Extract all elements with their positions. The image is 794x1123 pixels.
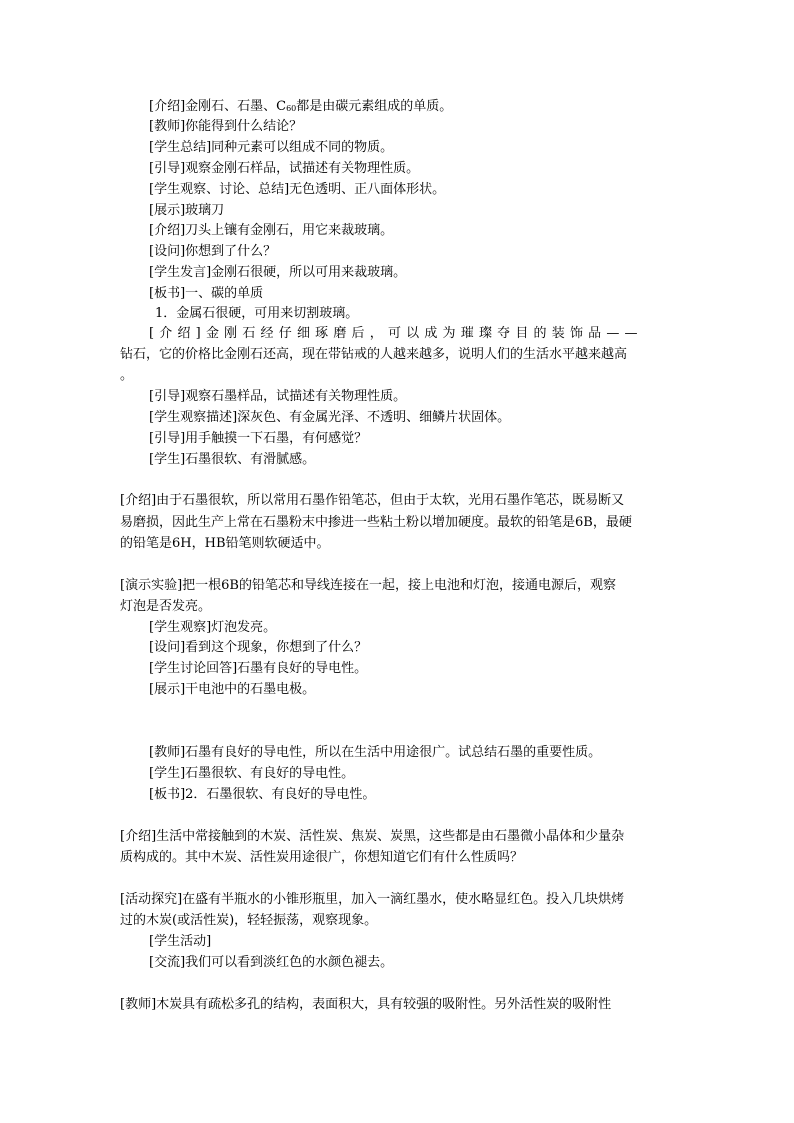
- text-line: [活动探究]在盛有半瓶水的小锥形瓶里，加入一滴红墨水，使水略显红色。投入几块烘烤: [120, 892, 625, 907]
- text-line: 的铅笔是6H，HB铅笔则软硬适中。: [120, 536, 330, 551]
- text-line: [设问]看到这个现象，你想到了什么？: [149, 640, 368, 655]
- text-line: [引导]观察金刚石样品，试描述有关物理性质。: [149, 161, 420, 176]
- text-line: [学生讨论回答]石墨有良好的导电性。: [149, 661, 368, 676]
- text-line: [学生观察]灯泡发亮。: [149, 620, 277, 635]
- text-line: [教师]你能得到什么结论？: [149, 119, 303, 134]
- text-line: 灯泡是否发亮。: [120, 599, 212, 614]
- text-line: [演示实验]把一根6B的铅笔芯和导线连接在一起，接上电池和灯泡，接通电源后，观察: [120, 578, 616, 593]
- text-line: [引导]观察石墨样品，试描述有关物理性质。: [149, 389, 407, 404]
- text-line: [学生观察描述]深灰色、有金属光泽、不透明、细鳞片状固体。: [149, 410, 511, 425]
- text-line: 钻石，它的价格比金刚石还高，现在带钻戒的人越来越多，说明人们的生活水平越来越高: [120, 347, 628, 362]
- text-line: [引导]用手触摸一下石墨，有何感觉？: [149, 431, 368, 446]
- text-line: [学生]石墨很软、有滑腻感。: [149, 452, 316, 467]
- text-line: [学生观察、讨论、总结]无色透明、正八面体形状。: [149, 182, 446, 197]
- text-line: [板书]一、碳的单质: [149, 286, 264, 301]
- text-line: [介绍]刀头上镶有金刚石，用它来裁玻璃。: [149, 223, 394, 238]
- text-line: [教师]木炭具有疏松多孔的结构，表面积大，具有较强的吸附性。另外活性炭的吸附性: [120, 997, 612, 1012]
- text-line: [介绍]由于石墨很软，所以常用石墨作铅笔芯，但由于太软，光用石墨作笔芯，既易断又: [120, 493, 625, 508]
- text-line: 。: [120, 368, 134, 383]
- text-line: [板书]2．石墨很软、有良好的导电性。: [149, 787, 376, 802]
- text-line: [介绍]金刚石经仔细琢磨后，可以成为璀璨夺目的装饰品——: [149, 326, 643, 341]
- text-line: 质构成的。其中木炭、活性炭用途很广，你想知道它们有什么性质吗？: [120, 850, 524, 865]
- text-line: [介绍]生活中常接触到的木炭、活性炭、焦炭、炭黑，这些都是由石墨微小晶体和少量杂: [120, 829, 625, 844]
- text-line: [设问]你想到了什么？: [149, 244, 277, 259]
- text-line: [展示]玻璃刀: [149, 203, 225, 218]
- text-line: [介绍]金刚石、石墨、$C_{60}$都是由碳元素组成的单质。: [149, 99, 453, 114]
- text-line: [学生发言]金刚石很硬，所以可用来裁玻璃。: [149, 265, 407, 280]
- text-line: [交流]我们可以看到淡红色的水颜色褪去。: [149, 955, 394, 970]
- text-line: [教师]石墨有良好的导电性，所以在生活中用途很广。试总结石墨的重要性质。: [149, 745, 602, 760]
- text-line: 易磨损，因此生产上常在石墨粉末中掺进一些粘土粉以增加硬度。最软的铅笔是6B，最硬: [120, 515, 632, 530]
- text-line: 1．金属石很硬，可用来切割玻璃。: [155, 306, 359, 321]
- text-line: [学生]石墨很软、有良好的导电性。: [149, 766, 355, 781]
- text-line: [展示]干电池中的石墨电极。: [149, 682, 316, 697]
- text-line: [学生活动]: [149, 934, 212, 949]
- text-line: 过的木炭(或活性炭)，轻轻振荡，观察现象。: [120, 913, 378, 928]
- text-line: [学生总结]同种元素可以组成不同的物质。: [149, 140, 394, 155]
